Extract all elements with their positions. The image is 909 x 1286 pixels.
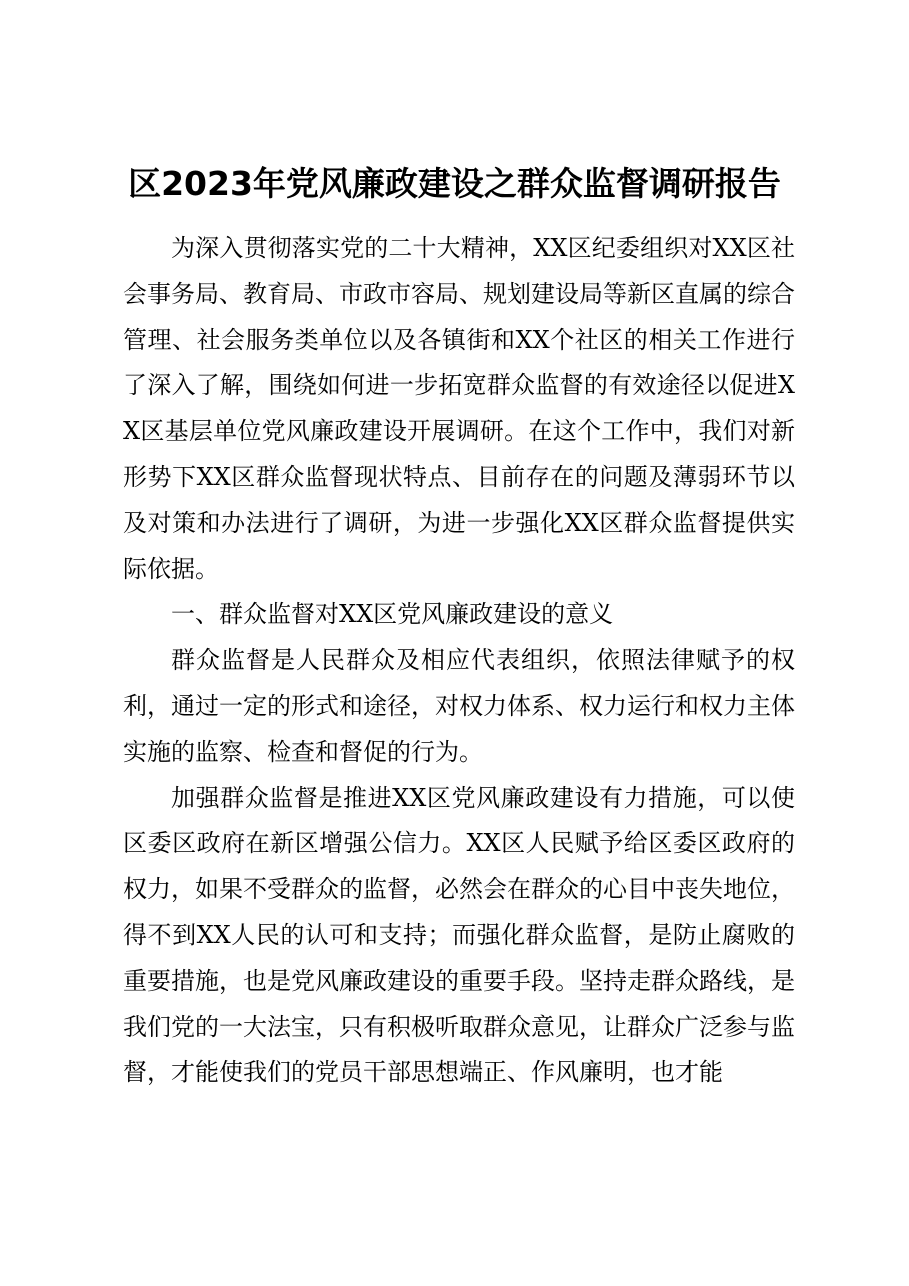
paragraph-intro: 为深入贯彻落实党的二十大精神，XX区纪委组织对XX区社会事务局、教育局、市政市容局、规划建设局等新区直属的综合管理、社会服务类单位以及各镇街和XX个社区的相关工作进行了深入了解，围绕如何进一步拓宽群众监督的有效途径以促进XX区基层单位党风廉政建设开展调研。在这个工作中，我们对新形势下XX区群众监督现状特点、目前存在的问题及薄弱环节以及对策和办法进行了调研，为进一步强化XX区群众监督提供实际依据。	[123, 234, 795, 583]
document-body	[123, 226, 795, 1096]
paragraph-significance: 加强群众监督是推进XX区党风廉政建设有力措施，可以使区委区政府在新区增强公信力。XX区人民赋予给区委区政府的权力，如果不受群众的监督，必然会在群众的心目中丧失地位，得不到XX人民的认可和支持；而强化群众监督，是防止腐败的重要措施，也是党风廉政建设的重要手段。坚持走群众路线，是我们党的一大法宝，只有积极听取群众意见，让群众广泛参与监督，才能使我们的党员干部思想端正、作风廉明，也才能	[123, 783, 795, 1087]
paragraph-definition: 群众监督是人民群众及相应代表组织，依照法律赋予的权利，通过一定的形式和途径，对权力体系、权力运行和权力主体实施的监察、检查和督促的行为。	[123, 646, 795, 766]
page-title: 区2023年党风廉政建设之群众监督调研报告	[128, 164, 781, 203]
section-heading: 一、群众监督对XX区党风廉政建设的意义	[171, 600, 614, 629]
